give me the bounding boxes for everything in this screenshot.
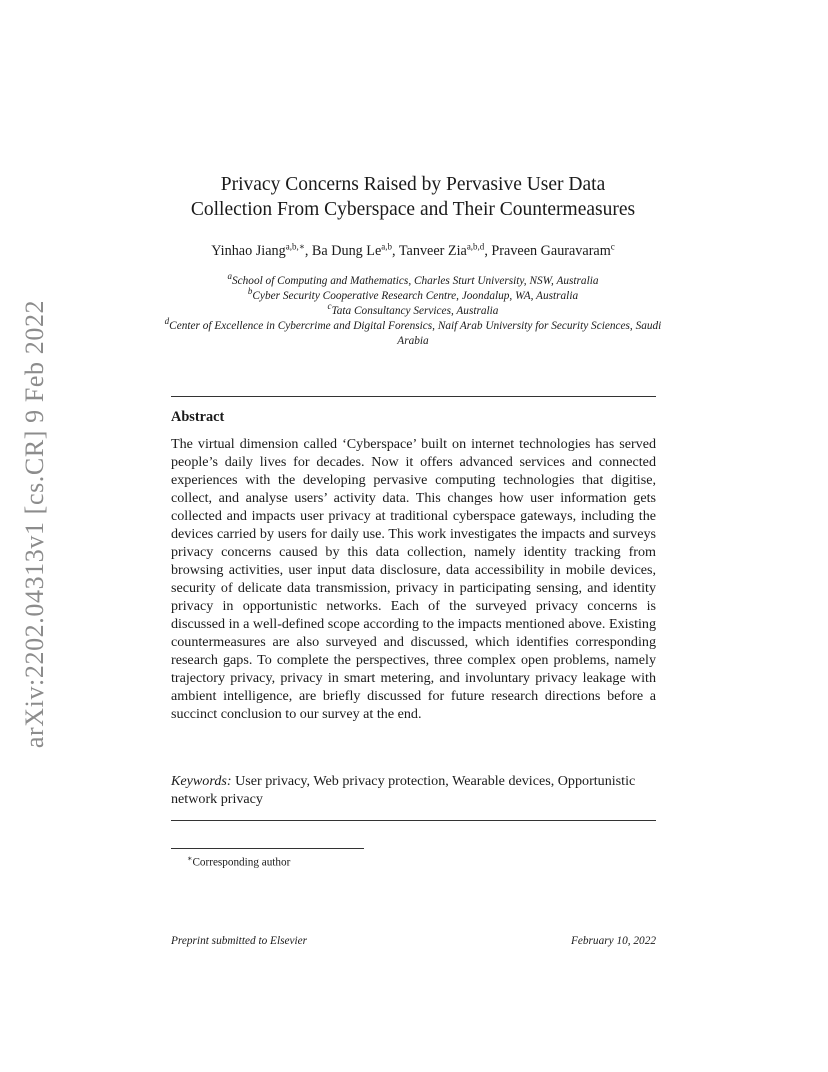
footnote [187,852,290,870]
abstract-top-rule [171,396,656,397]
author-name: Ba Dung Le [311,243,382,259]
affiliation-text: Cyber Security Cooperative Research Centre, Joondalup, WA, Australia [252,290,579,302]
abstract-body: The virtual dimension called ‘Cyberspace’ built on internet technologies has served people’s daily lives for decades. Now it offers advanced services and connected experiences with the developing pervasive computing technologies that digitise, collect, and analyse users’ activity data. This changes how user information gets collected and impacts user privacy at traditional cyberspace gateways, including the devices carried by users for daily use. This work investigates the impacts and surveys privacy concerns caused by this data collection, namely identity tracking from browsing activities, user input data disclosure, data accessibility in mobile devices, security of delicate data transmission, privacy in participating sensing, and identity privacy in opportunistic networks. Each of the surveyed privacy concerns is discussed in a well-defined scope according to the impacts mentioned above. Existing countermeasures are also surveyed and discussed, which identifies corresponding research gaps. To complete the perspectives, three complex open problems, namely trajectory privacy, privacy in smart metering, and involuntary privacy leakage with ambient intelligence, are briefly discussed for future research directions before a succinct conclusion to our survey at the end. [171,436,656,722]
affiliation-text: Center of Excellence in Cybercrime and Digital Forensics, Naif Arab University for Security Sciences, Saudi Arabia [169,320,662,347]
affiliation-item [150,286,676,304]
footnote-mark: ∗ [187,854,193,863]
footnote-text: Corresponding author [192,856,291,869]
title-line-2: Collection From Cyberspace and Their Countermeasures [190,199,636,220]
affiliation-mark: d [164,316,170,327]
abstract-bottom-rule [171,820,656,821]
footer-date: February 10, 2022 [570,935,656,947]
keywords-label: Keywords: [171,773,232,789]
author-list: Yinhao Jiang$^{a,b,∗}$, Ba Dung Le$^{a,b}$, Tanveer Zia$^{a,b,d}$, Praveen Gauravaram$^c$ [211,241,615,259]
affiliation-list [150,271,676,349]
affiliation-item [150,301,676,319]
arxiv-identifier: arXiv:2202.04313v1 [cs.CR] 9 Feb 2022 [20,299,49,749]
arxiv-side-stamp [10,293,60,755]
author-affiliation-marks: a,b,∗ [285,241,305,252]
affiliation-text: Tata Consultancy Services, Australia [331,305,499,317]
paper-title [150,172,676,222]
keywords [171,772,656,808]
footnote-rule [171,848,364,849]
affiliation-mark: a [227,271,232,282]
affiliation-mark: c [327,301,332,312]
author-affiliation-marks: c [610,241,615,252]
footer-preprint-note: Preprint submitted to Elsevier [171,935,308,947]
title-line-1: Privacy Concerns Raised by Pervasive User Data [220,174,606,195]
author-affiliation-marks: a,b [381,241,393,252]
affiliation-text: School of Computing and Mathematics, Charles Sturt University, NSW, Australia [231,275,599,287]
affiliation-mark: b [247,286,253,297]
author-affiliation-marks: a,b,d [466,241,485,252]
keywords-text: User privacy, Web privacy protection, Wearable devices, Opportunistic network privacy [171,773,636,807]
affiliation-item [150,316,676,349]
affiliation-item [150,271,676,289]
author-name: Praveen Gauravaram [491,243,611,259]
abstract-heading: Abstract [171,409,225,425]
author-name: Tanveer Zia [398,243,467,259]
author-name: Yinhao Jiang [211,243,286,259]
